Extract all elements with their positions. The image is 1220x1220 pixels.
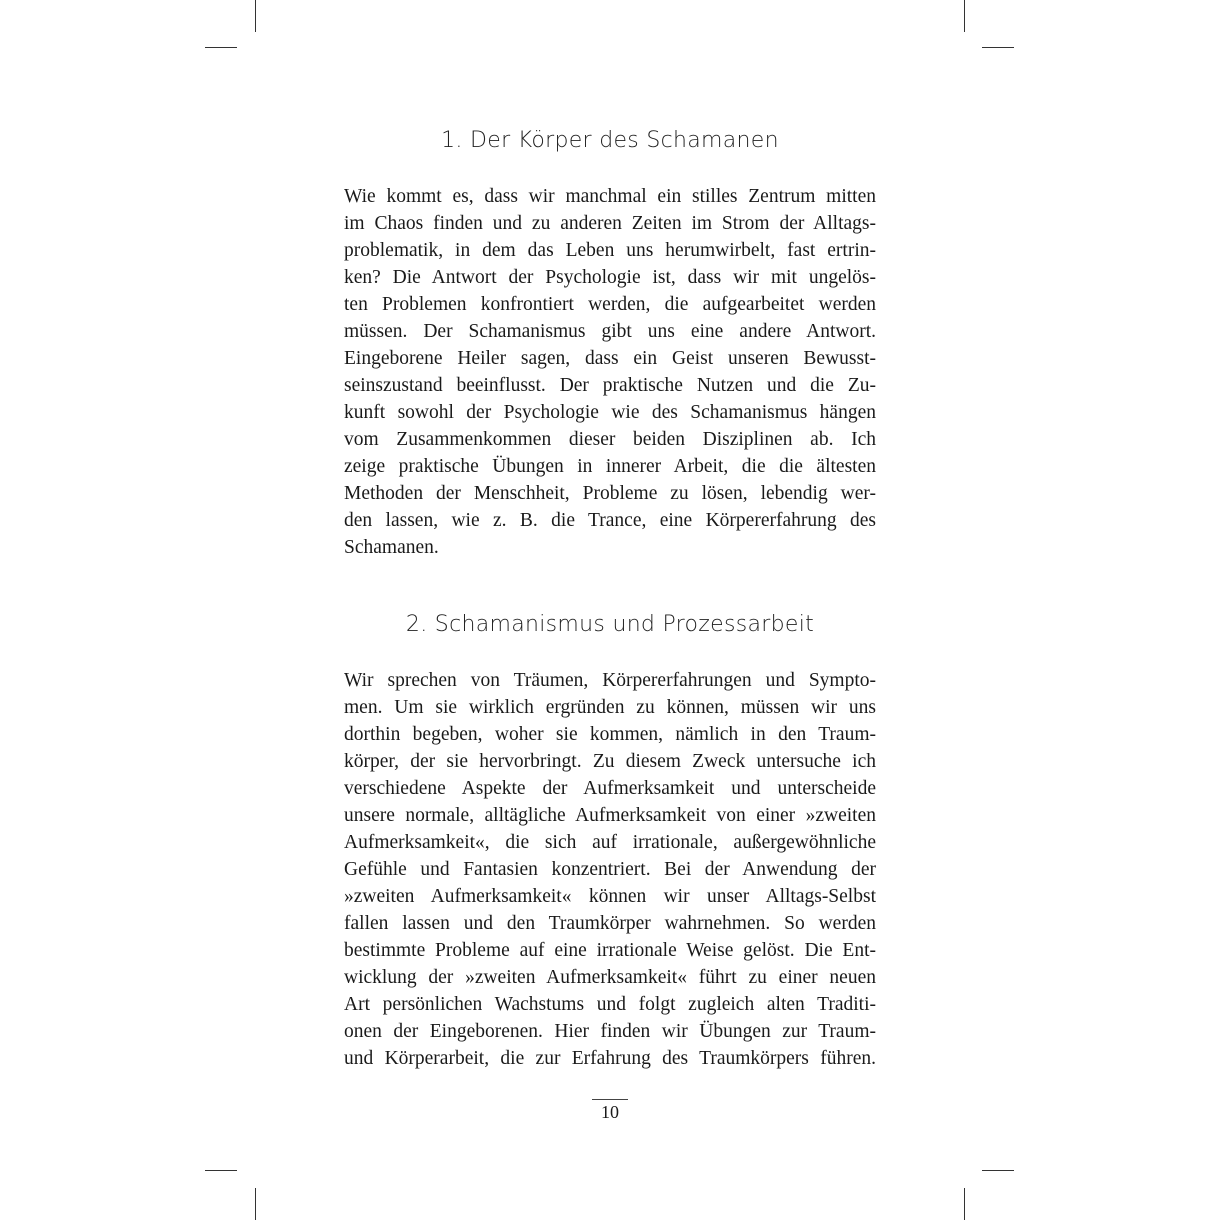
body-line: vom Zusammenkommen dieser beiden Disziplinen ab. Ich <box>344 429 876 450</box>
section-heading-1: 1. Der Körper des Schamanen <box>441 128 779 153</box>
crop-mark-bottom-right-horizontal <box>982 1170 1014 1171</box>
body-line: problematik, in dem das Leben uns herumwirbelt, fast ertrin- <box>344 240 876 261</box>
body-line: dorthin begeben, woher sie kommen, nämlich in den Traum- <box>344 724 876 745</box>
crop-mark-top-left-horizontal <box>205 47 237 48</box>
body-line: Art persönlichen Wachstums und folgt zugleich alten Traditi- <box>344 994 876 1015</box>
crop-mark-top-left-vertical <box>255 0 256 32</box>
crop-mark-bottom-left-vertical <box>255 1188 256 1220</box>
body-line: zeige praktische Übungen in innerer Arbeit, die die ältesten <box>344 456 876 477</box>
body-line: Wir sprechen von Träumen, Körpererfahrungen und Sympto- <box>344 670 876 691</box>
body-line: verschiedene Aspekte der Aufmerksamkeit und unterscheide <box>344 778 876 799</box>
body-line: kunft sowohl der Psychologie wie des Schamanismus hängen <box>344 402 876 423</box>
body-line: onen der Eingeborenen. Hier finden wir Übungen zur Traum- <box>344 1021 876 1042</box>
body-line: müssen. Der Schamanismus gibt uns eine andere Antwort. <box>344 321 876 342</box>
section-body-2 <box>344 667 876 1072</box>
crop-mark-top-right-vertical <box>964 0 965 32</box>
section-heading-2: 2. Schamanismus und Prozessarbeit <box>405 612 815 637</box>
crop-mark-bottom-right-vertical <box>964 1188 965 1220</box>
body-line: im Chaos finden und zu anderen Zeiten im Strom der Alltags- <box>344 213 876 234</box>
body-line: ken? Die Antwort der Psychologie ist, dass wir mit ungelös- <box>344 267 876 288</box>
body-line: und Körperarbeit, die zur Erfahrung des Traumkörpers führen. <box>344 1048 876 1069</box>
body-line: »zweiten Aufmerksamkeit« können wir unser Alltags-Selbst <box>344 886 876 907</box>
section-body-1 <box>344 183 876 561</box>
body-line: ten Problemen konfrontiert werden, die aufgearbeitet werden <box>344 294 876 315</box>
page-number-rule <box>592 1099 628 1100</box>
body-line: unsere normale, alltägliche Aufmerksamkeit von einer »zweiten <box>344 805 876 826</box>
page-number: 10 <box>601 1102 619 1122</box>
body-line: Aufmerksamkeit«, die sich auf irrationale, außergewöhnliche <box>344 832 876 853</box>
crop-mark-bottom-left-horizontal <box>205 1170 237 1171</box>
body-line: den lassen, wie z. B. die Trance, eine Körpererfahrung des <box>344 510 876 531</box>
body-line: körper, der sie hervorbringt. Zu diesem Zweck untersuche ich <box>344 751 876 772</box>
body-line: Wie kommt es, dass wir manchmal ein stilles Zentrum mitten <box>344 186 876 207</box>
body-line: bestimmte Probleme auf eine irrationale Weise gelöst. Die Ent- <box>344 940 876 961</box>
body-line: Methoden der Menschheit, Probleme zu lösen, lebendig wer- <box>344 483 876 504</box>
crop-mark-top-right-horizontal <box>982 47 1014 48</box>
body-line: wicklung der »zweiten Aufmerksamkeit« führt zu einer neuen <box>344 967 876 988</box>
body-line: Eingeborene Heiler sagen, dass ein Geist unseren Bewusst- <box>344 348 876 369</box>
body-line: seinszustand beeinflusst. Der praktische Nutzen und die Zu- <box>344 375 876 396</box>
body-line: Gefühle und Fantasien konzentriert. Bei der Anwendung der <box>344 859 876 880</box>
body-line: men. Um sie wirklich ergründen zu können, müssen wir uns <box>344 697 876 718</box>
body-line: fallen lassen und den Traumkörper wahrnehmen. So werden <box>344 913 876 934</box>
body-line: Schamanen. <box>344 537 439 558</box>
